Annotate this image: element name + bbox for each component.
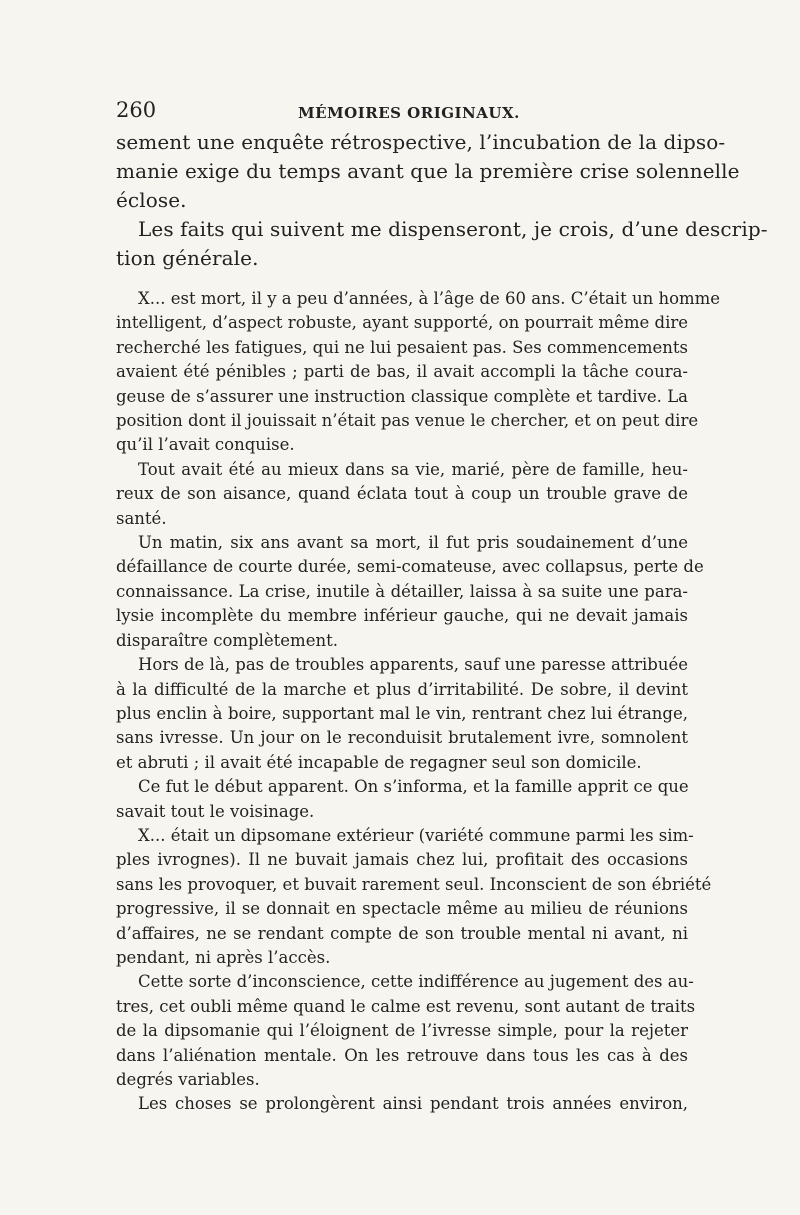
text-line: progressive, il se donnait en spectacle même au milieu de réunions [116,899,688,919]
text-line: Les choses se prolongèrent ainsi pendant trois années environ, [138,1094,688,1114]
text-line: Un matin, six ans avant sa mort, il fut pris soudainement d’une [138,533,688,553]
text-line: sans ivresse. Un jour on le reconduisit brutalement ivre, somnolent [116,728,688,748]
text-line: intelligent, d’aspect robuste, ayant supporté, on pourrait même dire [116,313,688,333]
text-line: et abruti ; il avait été incapable de regagner seul son domicile. [116,752,642,772]
text-line: Cette sorte d’inconscience, cette indifférence au jugement des au- [138,972,694,992]
text-line: sans les provoquer, et buvait rarement seul. Inconscient de son ébriété [116,874,712,894]
text-line: savait tout le voisinage. [116,801,315,821]
running-title: MÉMOIRES ORIGINAUX. [298,104,520,122]
text-line: d’affaires, ne se rendant compte de son trouble mental ni avant, ni [116,923,688,943]
text-line: de la dipsomanie qui l’éloignent de l’ivresse simple, pour la rejeter [116,1021,688,1041]
text-line: degrés variables. [116,1070,260,1089]
text-line: défaillance de courte durée, semi-comateuse, avec collapsus, perte de [116,557,704,577]
text-line: qu’il l’avait conquise. [116,435,295,455]
text-line: Les faits qui suivent me dispenseront, je crois, d’une descrip- [138,217,768,241]
text-line: éclose. [116,188,187,212]
text-line: sement une enquête rétrospective, l’incubation de la dipso- [116,130,726,154]
text-line: ples ivrognes). Il ne buvait jamais chez lui, profitait des occasions [116,850,688,870]
text-line: Ce fut le début apparent. On s’informa, et la famille apprit ce que [138,777,689,797]
text-line: position dont il jouissait n’était pas venue le chercher, et on peut dire [116,411,699,431]
page-header [116,98,688,128]
text-line: pendant, ni après l’accès. [116,947,331,967]
text-line: Tout avait été au mieux dans sa vie, marié, père de famille, heu- [138,459,688,479]
intro-text [116,128,768,273]
page-number: 260 [116,98,157,122]
text-line: manie exige du temps avant que la première crise solennelle [116,159,740,183]
text-line: à la difficulté de la marche et plus d’irritabilité. De sobre, il devint [116,679,688,699]
text-line: recherché les fatigues, qui ne lui pesaient pas. Ses commencements [116,337,688,357]
text-line: disparaître complètement. [116,630,338,650]
text-line: tion générale. [116,246,259,270]
text-line: Hors de là, pas de troubles apparents, sauf une paresse attribuée [138,655,688,675]
text-line: dans l’aliénation mentale. On les retrouve dans tous les cas à des [116,1045,688,1065]
text-line: tres, cet oubli même quand le calme est revenu, sont autant de traits [116,996,696,1016]
text-line: santé. [116,508,167,528]
text-line: avaient été pénibles ; parti de bas, il avait accompli la tâche coura- [116,362,688,382]
text-line: lysie incomplète du membre inférieur gauche, qui ne devait jamais [116,606,688,626]
text-line: plus enclin à boire, supportant mal le vin, rentrant chez lui étrange, [116,703,688,723]
text-line: reux de son aisance, quand éclata tout à coup un trouble grave de [116,484,688,504]
text-line: geuse de s’assurer une instruction classique complète et tardive. La [116,386,688,406]
case-text [116,287,721,1117]
text-line: X... est mort, il y a peu d’années, à l’âge de 60 ans. C’était un homme [138,289,721,308]
text-line: X... était un dipsomane extérieur (variété commune parmi les sim- [138,825,694,845]
text-line: connaissance. La crise, inutile à détailler, laissa à sa suite une para- [116,581,688,601]
